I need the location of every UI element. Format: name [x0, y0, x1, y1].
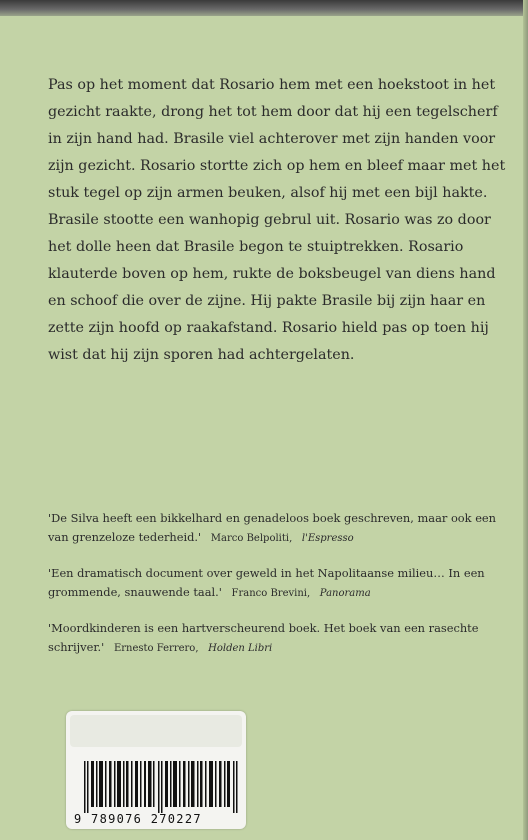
review-quote — [48, 509, 518, 548]
review-quote — [48, 564, 518, 603]
excerpt-text — [48, 72, 508, 369]
sticker-faded-label — [70, 715, 242, 747]
quote-publication: Panorama — [319, 587, 371, 599]
isbn-number: 9 789076 270227 — [74, 812, 202, 826]
quote-text: 'Moordkinderen is een hartverscheurend boek. Het boek van een rasechte schrijver.' — [48, 621, 479, 654]
review-quote — [48, 619, 518, 658]
quote-text: 'De Silva heeft een bikkelhard en genadeloos boek geschreven, maar ook een van grenzeloze tederheid.' — [48, 511, 497, 544]
cover-right-edge — [523, 0, 528, 840]
quote-author: Franco Brevini, — [231, 587, 311, 599]
quote-author: Marco Belpoliti, — [210, 532, 293, 544]
barcode-icon — [82, 761, 240, 813]
quote-publication: Holden Libri — [208, 642, 273, 654]
quote-publication: l'Espresso — [301, 532, 354, 544]
barcode-sticker — [66, 711, 246, 829]
quote-author: Ernesto Ferrero, — [113, 642, 199, 654]
review-quotes — [48, 509, 518, 674]
quote-text: 'Een dramatisch document over geweld in het Napolitaanse milieu… In een grommende, snauwende taal.' — [48, 566, 485, 599]
excerpt-paragraph: Pas op het moment dat Rosario hem met een hoekstoot in het gezicht raakte, drong het tot hem door dat hij een tegelscherf in zijn hand had. Brasile viel achterover met zijn handen voor zijn gezicht. Rosario stortte zich op hem en bleef maar met het stuk tegel op zijn armen beuken, alsof hij met een bijl hakte. Brasile stootte een wanhopig gebrul uit. Rosario was zo door het dolle heen dat Brasile begon te stuiptrekken. Rosario klauterde boven op hem, rukte de boksbeugel van diens hand en schoof die over de zijne. Hij pakte Brasile bij zijn haar en zette zijn hoofd op raakafstand. Rosario hield pas op toen hij wist dat hij zijn sporen had achtergelaten. — [48, 77, 506, 363]
cover-top-edge — [0, 0, 528, 16]
